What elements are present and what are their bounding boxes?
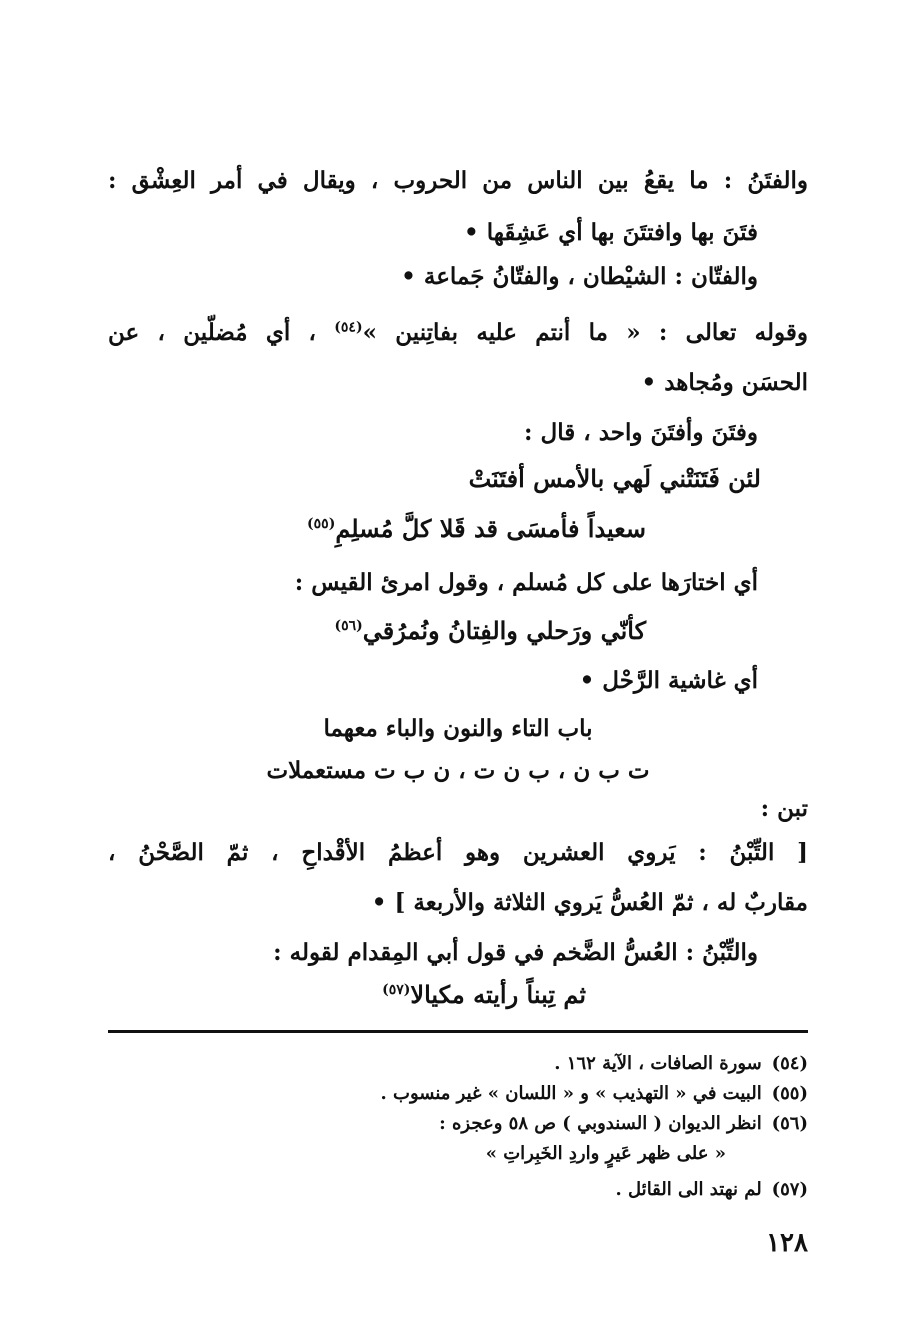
verse-line (334, 616, 646, 646)
paragraph-line: أي غاشية الرَّحْل • (579, 667, 758, 694)
footnote-text: « على ظهر عَيرٍ واردِ الخَبِراتِ » (485, 1143, 726, 1164)
footnote (439, 1112, 808, 1136)
paragraph-line: مقاربٌ له ، ثمّ العُسُّ يَروي الثلاثة والأربعة ] • (371, 889, 808, 916)
footnote-text: البيت في « التهذيب » و « اللسان » غير منسوب . (380, 1083, 762, 1104)
footnote (616, 1178, 808, 1202)
footnote-ref: (٥٧) (382, 982, 411, 998)
paragraph-line: والفتَنُ : ما يقعُ بين الناس من الحروب ، ويقال في أمر العِشْق : (108, 167, 808, 194)
verse-text: ثم تِبناً رأيته مكيالا (410, 980, 586, 1009)
verse-line: لئن فَتَنَتْني لَهي بالأمس أفتَنَتْ (468, 464, 761, 493)
footnote-number: (٥٧) (771, 1179, 808, 1200)
section-subtitle: ت ب ن ، ب ن ت ، ن ب ت مستعملات (266, 757, 650, 784)
paragraph-line: فتَنَ بها وافتتَنَ بها أي عَشِقَها • (464, 219, 758, 246)
verse-line (382, 980, 586, 1010)
footnote-divider (108, 1030, 808, 1033)
paragraph-line: والتِّبْنُ : العُسُّ الضَّخم في قول أبي المِقدام لقوله : (273, 939, 758, 966)
verse-line (307, 514, 646, 544)
footnote (380, 1082, 808, 1106)
footnote-text: لم نهتد الى القائل . (615, 1179, 762, 1200)
footnote-number: (٥٥) (771, 1083, 808, 1104)
footnote-text: سورة الصافات ، الآية ١٦٢ . (554, 1053, 762, 1074)
footnote (554, 1052, 808, 1076)
section-title: باب التاء والنون والباء معهما (323, 715, 593, 742)
paragraph-line: أي اختارَها على كل مُسلم ، وقول امرئ القيس : (294, 569, 758, 596)
quran-quote: وقوله تعالى : « ما أنتم عليه بفاتِنين » (362, 319, 808, 346)
paragraph-line: [ التِّبْنُ : يَروي العشرين وهو أعظمُ الأقْداحِ ، ثمّ الصَّحْنُ ، (108, 839, 808, 866)
verse-text: سعيداً فأمسَى قد قَلا كلَّ مُسلِمِ (335, 514, 646, 543)
footnote-text: انظر الديوان ( السندوبي ) ص ٥٨ وعجزه : (439, 1113, 762, 1134)
footnote-number: (٥٤) (771, 1053, 808, 1074)
footnote-continuation (486, 1142, 726, 1166)
footnote-number: (٥٦) (771, 1113, 808, 1134)
footnote-ref: (٥٦) (334, 618, 363, 634)
verse-text: كأنّي ورَحلي والفِتانُ ونُمرُقي (362, 616, 646, 645)
footnote-ref: (٥٥) (307, 516, 336, 532)
footnote-ref: (٥٤) (334, 319, 363, 336)
paragraph-line (108, 318, 808, 348)
paragraph-line: الحسَن ومُجاهد • (641, 369, 808, 396)
paragraph-line: وفتَنَ وأفتَنَ واحد ، قال : (524, 419, 758, 446)
paragraph-text: ، أي مُضلّين ، عن (108, 319, 316, 346)
paragraph-line: والفتّان : الشيْطان ، والفتّانُ جَماعة • (401, 263, 758, 290)
entry-heading: تبن : (760, 795, 808, 822)
page-number: ١٢٨ (766, 1228, 808, 1258)
